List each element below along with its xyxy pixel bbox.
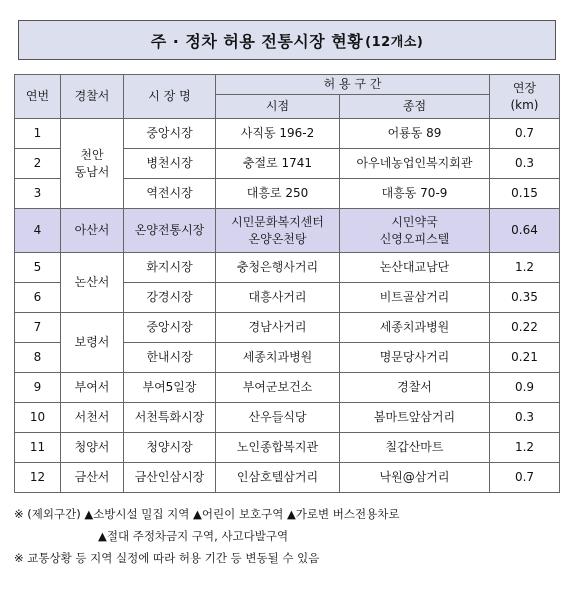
cell-end: 세종치과병원 — [340, 313, 490, 343]
market-table — [14, 74, 560, 493]
cell-start: 충절로 1741 — [216, 149, 340, 179]
cell-start: 부여군보건소 — [216, 373, 340, 403]
cell-police: 논산서 — [61, 253, 124, 313]
cell-market: 강경시장 — [124, 283, 216, 313]
cell-length: 0.22 — [490, 313, 560, 343]
cell-length: 0.7 — [490, 119, 560, 149]
table-row — [15, 463, 560, 493]
cell-market: 화지시장 — [124, 253, 216, 283]
page-title — [18, 20, 556, 60]
cell-no: 1 — [15, 119, 61, 149]
cell-police: 부여서 — [61, 373, 124, 403]
header-market: 시 장 명 — [124, 75, 216, 119]
cell-length: 0.21 — [490, 343, 560, 373]
cell-police: 청양서 — [61, 433, 124, 463]
cell-length: 0.7 — [490, 463, 560, 493]
cell-no: 6 — [15, 283, 61, 313]
cell-start: 산우들식당 — [216, 403, 340, 433]
cell-start: 세종치과병원 — [216, 343, 340, 373]
cell-end: 대흥동 70-9 — [340, 179, 490, 209]
footnote-excluded-cont: ▲절대 주정차금지 구역, 사고다발구역 — [98, 529, 289, 543]
cell-no: 4 — [15, 209, 61, 253]
cell-no: 5 — [15, 253, 61, 283]
cell-start: 대흥로 250 — [216, 179, 340, 209]
header-police: 경찰서 — [61, 75, 124, 119]
cell-end: 시민약국 신영오피스텔 — [340, 209, 490, 253]
cell-market: 금산인삼시장 — [124, 463, 216, 493]
cell-start: 인삼호텔삼거리 — [216, 463, 340, 493]
cell-end: 봄마트앞삼거리 — [340, 403, 490, 433]
cell-length: 0.35 — [490, 283, 560, 313]
cell-start: 노인종합복지관 — [216, 433, 340, 463]
table-row — [15, 433, 560, 463]
header-section: 허 용 구 간 — [216, 75, 490, 95]
cell-start: 사직동 196-2 — [216, 119, 340, 149]
cell-police: 아산서 — [61, 209, 124, 253]
cell-market: 부여5일장 — [124, 373, 216, 403]
cell-start: 시민문화복지센터 온양온천탕 — [216, 209, 340, 253]
cell-no: 12 — [15, 463, 61, 493]
cell-no: 7 — [15, 313, 61, 343]
cell-market: 온양전통시장 — [124, 209, 216, 253]
cell-no: 9 — [15, 373, 61, 403]
table-row — [15, 403, 560, 433]
cell-start: 충청은행사거리 — [216, 253, 340, 283]
cell-length: 0.3 — [490, 149, 560, 179]
cell-no: 11 — [15, 433, 61, 463]
cell-police: 금산서 — [61, 463, 124, 493]
cell-end: 비트골삼거리 — [340, 283, 490, 313]
cell-end: 논산대교남단 — [340, 253, 490, 283]
cell-length: 0.3 — [490, 403, 560, 433]
cell-police: 천안 동남서 — [61, 119, 124, 209]
header-length — [490, 75, 560, 119]
footnote-variation: ※ 교통상황 등 지역 실정에 따라 허용 기간 등 변동될 수 있음 — [14, 551, 320, 565]
cell-start: 경남사거리 — [216, 313, 340, 343]
title-main: 주 · 정차 허용 전통시장 현황 — [150, 31, 364, 51]
title-sub: (12개소) — [365, 34, 424, 50]
cell-end: 아우네농업인복지회관 — [340, 149, 490, 179]
footnotes — [14, 503, 569, 569]
cell-end: 어룡동 89 — [340, 119, 490, 149]
cell-end: 낙원@삼거리 — [340, 463, 490, 493]
cell-market: 역전시장 — [124, 179, 216, 209]
cell-market: 중앙시장 — [124, 119, 216, 149]
table-row — [15, 313, 560, 343]
cell-police: 서천서 — [61, 403, 124, 433]
header-length-unit: (km) — [510, 97, 539, 112]
cell-length: 0.64 — [490, 209, 560, 253]
cell-market: 청양시장 — [124, 433, 216, 463]
header-length-label: 연장 — [512, 81, 537, 96]
cell-length: 0.15 — [490, 179, 560, 209]
cell-length: 0.9 — [490, 373, 560, 403]
cell-no: 3 — [15, 179, 61, 209]
cell-no: 2 — [15, 149, 61, 179]
cell-end: 칠갑산마트 — [340, 433, 490, 463]
cell-no: 8 — [15, 343, 61, 373]
cell-start: 대흥사거리 — [216, 283, 340, 313]
header-no: 연번 — [15, 75, 61, 119]
header-start: 시점 — [216, 95, 340, 119]
cell-end: 경찰서 — [340, 373, 490, 403]
table-row — [15, 253, 560, 283]
table-row — [15, 119, 560, 149]
cell-length: 1.2 — [490, 253, 560, 283]
cell-market: 서천특화시장 — [124, 403, 216, 433]
table-row-highlighted — [15, 209, 560, 253]
cell-length: 1.2 — [490, 433, 560, 463]
header-end: 종점 — [340, 95, 490, 119]
cell-market: 한내시장 — [124, 343, 216, 373]
table-row — [15, 373, 560, 403]
cell-market: 중앙시장 — [124, 313, 216, 343]
cell-police: 보령서 — [61, 313, 124, 373]
cell-market: 병천시장 — [124, 149, 216, 179]
footnote-excluded: ※ (제외구간) ▲소방시설 밀집 지역 ▲어린이 보호구역 ▲가로변 버스전용차로 — [14, 507, 400, 521]
cell-no: 10 — [15, 403, 61, 433]
cell-end: 명문당사거리 — [340, 343, 490, 373]
